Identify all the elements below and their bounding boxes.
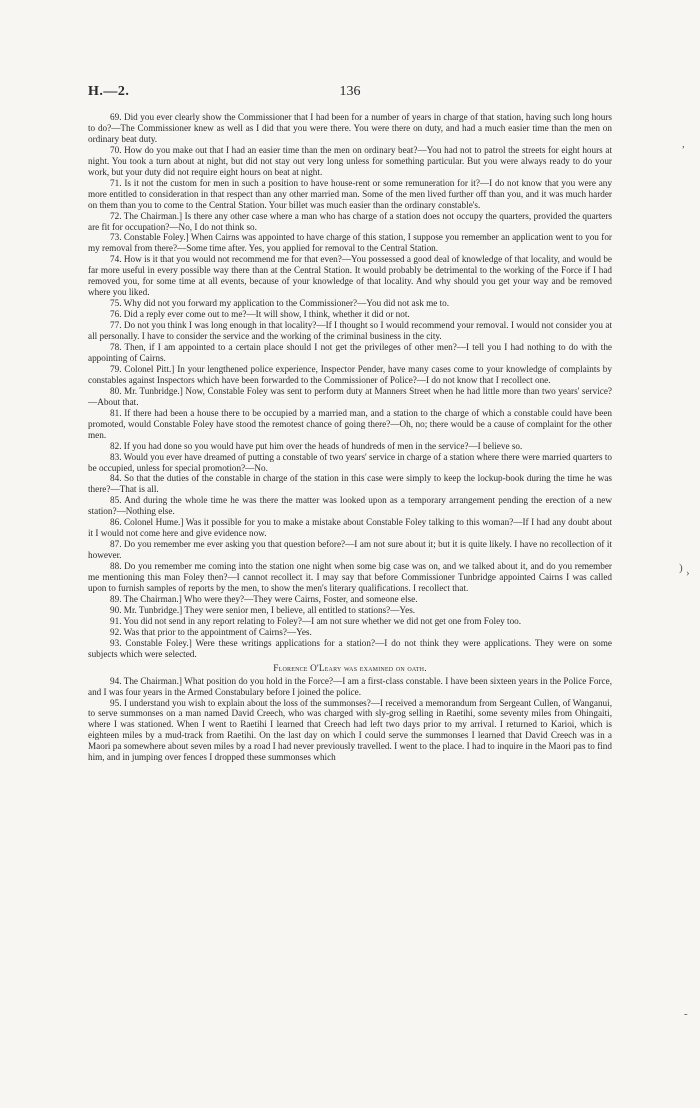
margin-mark: ) xyxy=(679,562,683,574)
testimony-paragraph: 81. If there had been a house there to be occupied by a married man, and a station to the charge of which a constable could have been promoted, would Constable Foley have stood the remotest chance of going there?—Oh, no; there would be a cause of complaint for the other men. xyxy=(88,407,612,440)
testimony-paragraph: 69. Did you ever clearly show the Commissioner that I had been for a number of years in charge of that station, having such long hours to do?—The Commissioner knew as well as I did that you were there. You were there on duty, and had a much easier time than the men on ordinary beat duty. xyxy=(88,112,612,144)
testimony-paragraph: 86. Colonel Hume.] Was it possible for you to make a mistake about Constable Foley talking to this woman?—If I had any doubt about it I would not come here and give evidence now. xyxy=(88,517,612,539)
page-header xyxy=(88,84,612,100)
testimony-paragraph: 84. So that the duties of the constable in charge of the station in this case were simply to keep the lockup-book during the time he was there?—That is all. xyxy=(88,473,612,495)
testimony-paragraph: 72. The Chairman.] Is there any other case where a man who has charge of a station does not occupy the quarters, provided the quarters are fit for occupation?—No, I do not think so. xyxy=(88,210,612,232)
testimony-paragraph: 82. If you had done so you would have put him over the heads of hundreds of men in the service?—I believe so. xyxy=(110,440,523,451)
testimony-paragraph: 79. Colonel Pitt.] In your lengthened police experience, Inspector Pender, have many cases come to your knowledge of complaints by constables against Inspectors which have been forwarded to the Commissioner of Police?—I do not know that I recollect one. xyxy=(88,363,612,385)
testimony-paragraph: 78. Then, if I am appointed to a certain place should I not get the privileges of other men?—I tell you I had nothing to do with the appointing of Cairns. xyxy=(88,342,612,363)
margin-mark: , xyxy=(682,138,685,150)
document-code: H.—2. xyxy=(88,84,130,99)
testimony-paragraph: 88. Do you remember me coming into the station one night when some big case was on, and we talked about it, and do you remember me mentioning this man Foley then?—I cannot recollect it. I may say that before Commissioner Tunbridge appointed Cairns I was called upon to furnish samples of reports by the men, to show the men's literary qualifications. I recollect that. xyxy=(88,561,612,593)
testimony-paragraph: 91. You did not send in any report relating to Foley?—I am not sure whether we did not get one from Foley too. xyxy=(110,615,522,626)
testimony-paragraph: 89. The Chairman.] Who were they?—They were Cairns, Foster, and someone else. xyxy=(110,593,418,604)
testimony-paragraph: 70. How do you make out that I had an easier time than the men on ordinary beat?—You had not to patrol the streets for eight hours at night. You took a turn about at night, but did not stay out very long unless for something particular. But you were always ready to do your work, but your duty did not require eight hours on beat at night. xyxy=(88,144,612,177)
document-body xyxy=(88,112,612,763)
testimony-paragraph: 83. Would you ever have dreamed of putting a constable of two years' service in charge of a station where there were married quarters to be occupied, unless for special promotion?—No. xyxy=(88,451,612,473)
testimony-paragraph: 85. And during the whole time he was there the matter was looked upon as a temporary arrangement pending the erection of a new station?—Nothing else. xyxy=(88,495,612,517)
testimony-paragraph: 74. How is it that you would not recommend me for that even?—You possessed a good deal of knowledge of that locality, and would be far more useful in every possible way there than at the Central Station. It would probably be detrimental to the working of the Force if I had removed you, for some time at all events, because of your knowledge of that locality. And why should you get your way and be removed where you liked. xyxy=(88,254,612,298)
testimony-paragraph: 75. Why did not you forward my application to the Commissioner?—You did not ask me to. xyxy=(110,298,450,309)
witness-heading: Florence O'Leary was examined on oath. xyxy=(273,662,427,673)
testimony-paragraph: 93. Constable Foley.] Were these writings applications for a station?—I do not think they were applications. They were on some subjects which were selected. xyxy=(88,637,612,659)
testimony-paragraph: 80. Mr. Tunbridge.] Now, Constable Foley was sent to perform duty at Manners Street when he had little more than two years' service?—About that. xyxy=(88,385,612,407)
testimony-paragraph: 71. Is it not the custom for men in such a position to have house-rent or some remuneration for it?—I do not know that you were any more entitled to consideration in that respect than any other married man. Some of the men lived further off than you, and it was much harder on them than you to come to the Central Station. Your billet was much easier than the ordinary constable's. xyxy=(88,177,612,210)
page-number: 136 xyxy=(339,84,361,99)
margin-mark: › xyxy=(686,567,690,579)
testimony-paragraph: 77. Do not you think I was long enough in that locality?—If I thought so I would recommend your removal. I would not consider you at all personally. I have to consider the service and the working of the criminal business in the city. xyxy=(88,320,612,342)
testimony-paragraph: 94. The Chairman.] What position do you hold in the Force?—I am a first-class constable. I have been sixteen years in the Police Force, and I was four years in the Armed Constabulary before I joined the police. xyxy=(88,675,612,697)
testimony-paragraph: 76. Did a reply ever come out to me?—It will show, I think, whether it did or not. xyxy=(110,309,410,320)
testimony-paragraph: 92. Was that prior to the appointment of Cairns?—Yes. xyxy=(110,626,312,637)
testimony-paragraph: 73. Constable Foley.] When Cairns was appointed to have charge of this station, I suppose you remember an application went to you for my removal from there?—Some time after. Yes, you applied for removal to the Central Station. xyxy=(88,232,612,254)
testimony-paragraph: 90. Mr. Tunbridge.] They were senior men, I believe, all entitled to stations?—Yes. xyxy=(110,604,416,615)
testimony-paragraph: 87. Do you remember me ever asking you that question before?—I am not sure about it; but it is quite likely. I have no recollection of it however. xyxy=(88,539,612,561)
testimony-paragraph: 95. I understand you wish to explain about the loss of the summonses?—I received a memorandum from Sergeant Cullen, of Wanganui, to serve summonses on a man named David Creech, who was charged with sly-grog selling in Raetihi, some seventy miles from Ohingaiti, where I was stationed. When I went to Raetihi I learned that Creech had left two days prior to my arrival. I returned to Karioi, which is eighteen miles by a mud-track from Raetihi. On the last day on which I could serve the summonses I learned that David Creech was in a Maori pa somewhere about seven miles by a road I had never previously travelled. I went to the place. I had to inquire in the Maori pas to find him, and in jumping over fences I dropped these summonses which xyxy=(88,697,612,763)
margin-mark: - xyxy=(684,1008,688,1020)
